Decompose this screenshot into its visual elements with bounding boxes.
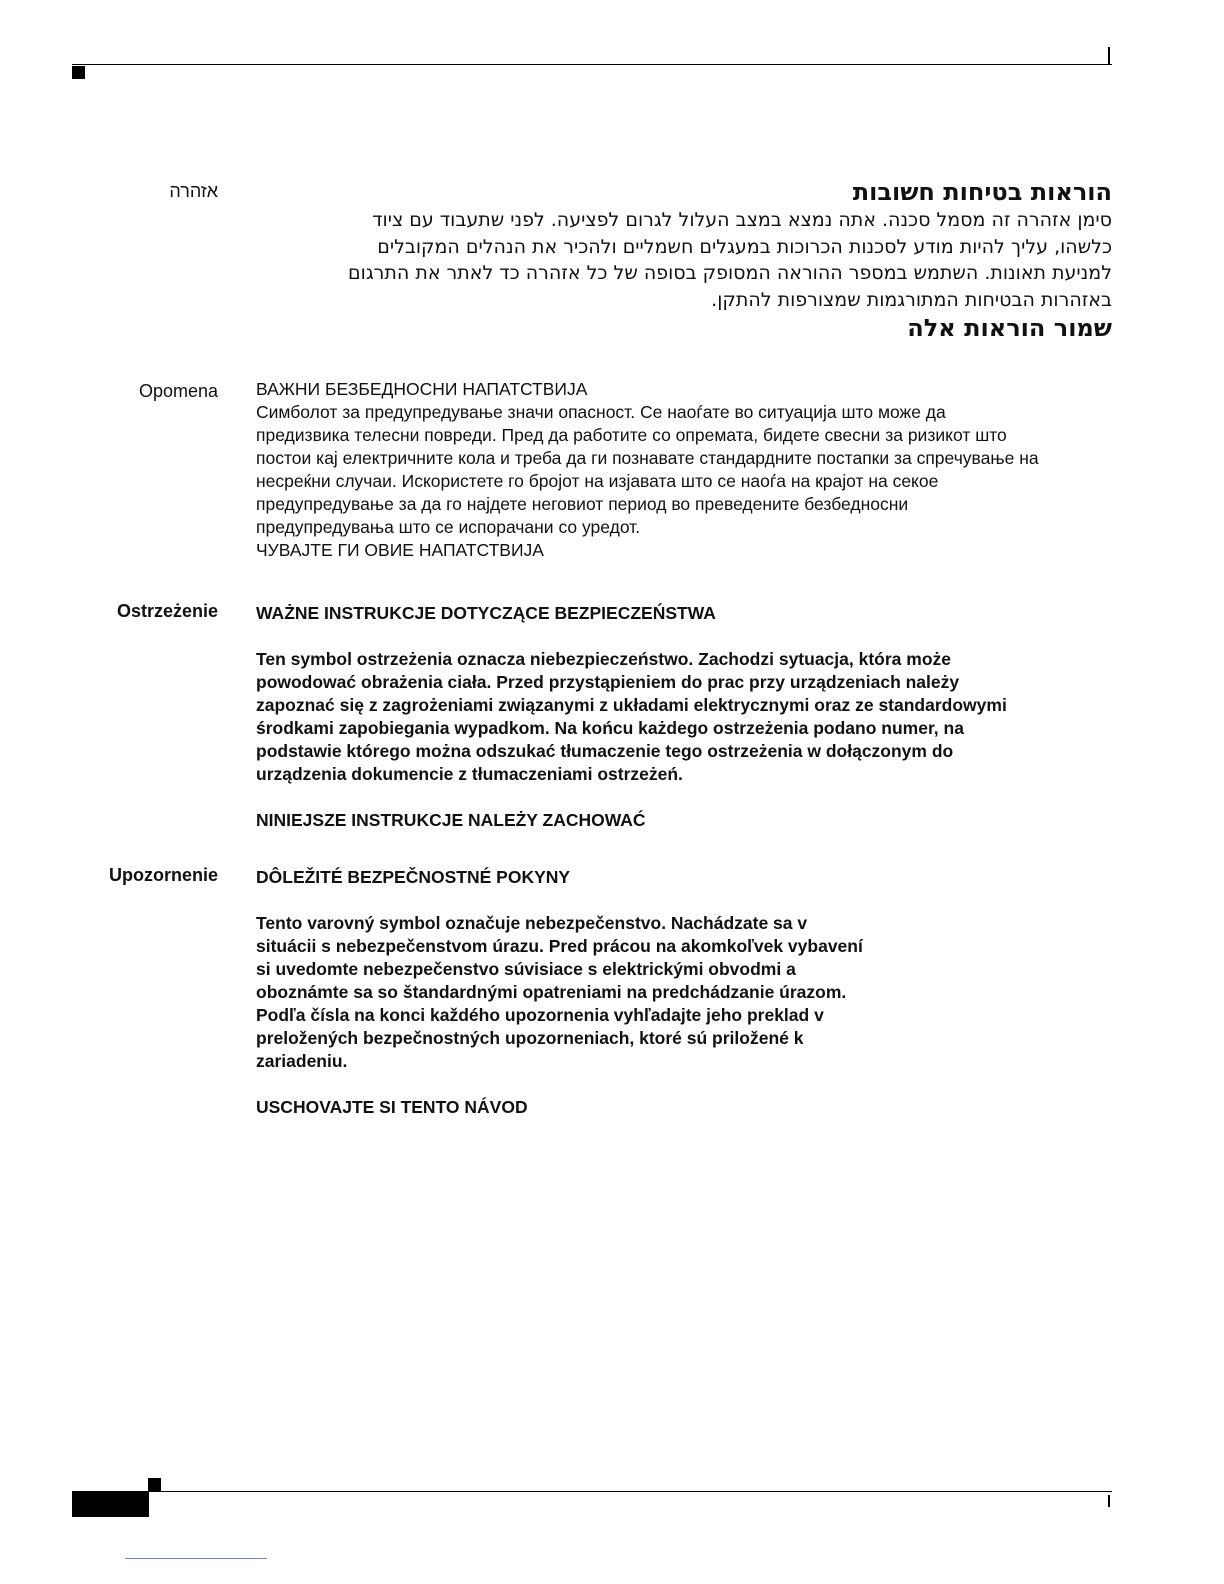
warning-line: предупредување за да го најдете неговиот период во преведените безбедносни [256, 494, 909, 514]
warning-line: powodować obrażenia ciała. Przed przystąpieniem do prac przy urządzeniach należy [256, 672, 960, 692]
warning-label-macedonian: Opomena [138, 381, 218, 401]
warning-block-slovak [256, 866, 1112, 1119]
warning-label-hebrew: אזהרה [169, 181, 218, 201]
warning-line: środkami zapobiegania wypadkom. Na końcu każdego ostrzeżenia podano numer, na [256, 718, 964, 738]
warning-line: preložených bezpečnostných upozorneniach, ktoré sú priložené k [256, 1028, 804, 1048]
warning-line: Tento varovný symbol označuje nebezpečenstvo. Nachádzate sa v [256, 913, 808, 933]
warning-line: si uvedomte nebezpečenstvo súvisiace s elektrickými obvodmi a [256, 959, 796, 979]
header-tick [1108, 47, 1110, 65]
warning-line: urządzenia dokumencie z tłumaczeniami ostrzeżeń. [256, 764, 683, 784]
warning-heading: WAŻNE INSTRUKCJE DOTYCZĄCE BEZPIECZEŃSTWA [256, 603, 716, 623]
warning-heading: הוראות בטיחות חשובות [852, 178, 1112, 206]
footer-marker [148, 1478, 161, 1491]
warning-line: oboznámte sa so štandardnými opatreniami na predchádzanie úrazom. [256, 982, 847, 1002]
warning-line: предупредувања што се испорачани со уредот. [256, 517, 641, 537]
warning-label-polish: Ostrzeżenie [116, 601, 218, 621]
header-rule [72, 64, 1112, 65]
footer-link-underline[interactable] [125, 1558, 267, 1559]
warning-line: постои кај електричните кола и треба да ги познавате стандардните постапки за спречување на [256, 448, 1039, 468]
warning-block-polish [256, 602, 1112, 832]
warning-line: למניעת תאונות. השתמש במספר ההוראה המסופק בסופה של כל אזהרה כד לאתר את התרגום [348, 262, 1112, 284]
warning-line: סימן אזהרה זה מסמל סכנה. אתה נמצא במצב העלול לגרום לפציעה. לפני שתעבוד עם ציוד [372, 209, 1112, 231]
warning-line: zapoznać się z zagrożeniami związanymi z układami elektrycznymi oraz ze standardowymi [256, 695, 1007, 715]
warning-footer: NINIEJSZE INSTRUKCJE NALEŻY ZACHOWAĆ [256, 810, 646, 830]
warning-block-macedonian [256, 378, 1112, 562]
warning-line: כלשהו, עליך להיות מודע לסכנות הכרוכות במעגלים חשמליים ולהכיר את הנהלים המקובלים [377, 235, 1112, 258]
warning-line: Ten symbol ostrzeżenia oznacza niebezpieczeństwo. Zachodzi sytuacja, która może [256, 649, 952, 669]
warning-heading: DÔLEŽITÉ BEZPEČNOSTNÉ POKYNY [256, 867, 571, 887]
warning-line: situácii s nebezpečenstvom úrazu. Pred prácou na akomkoľvek vybavení [256, 936, 863, 956]
warning-label-slovak: Upozornenie [108, 865, 218, 885]
warning-line: Podľa čísla na konci každého upozornenia vyhľadajte jeho preklad v [256, 1005, 824, 1025]
warning-line: Симболот за предупредување значи опасност. Се наоѓате во ситуација што може да [256, 402, 946, 422]
warning-line: zariadeniu. [256, 1051, 348, 1071]
warning-line: несреќни случаи. Искористете го бројот на изјавата што се наоѓа на крајот на секое [256, 471, 939, 491]
warning-line: באזהרות הבטיחות המתורגמות שמצורפות להתקן. [711, 288, 1112, 311]
footer-tick [1108, 1495, 1110, 1507]
warning-footer: ЧУВАЈТЕ ГИ ОВИЕ НАПАТСТВИЈА [256, 540, 544, 560]
header-marker [72, 66, 85, 79]
footer-rule [72, 1491, 1112, 1492]
warning-heading: ВАЖНИ БЕЗБЕДНОСНИ НАПАТСТВИЈА [256, 379, 588, 399]
warning-line: предизвика телесни повреди. Пред да работите со опремата, бидете свесни за ризикот што [256, 425, 1007, 445]
warning-footer: שמור הוראות אלה [907, 314, 1112, 342]
warning-line: podstawie którego można odszukać tłumaczenie tego ostrzeżenia w dołączonym do [256, 741, 954, 761]
warning-footer: USCHOVAJTE SI TENTO NÁVOD [256, 1097, 528, 1117]
footer-block [72, 1491, 149, 1517]
warning-block-hebrew [256, 177, 1112, 343]
